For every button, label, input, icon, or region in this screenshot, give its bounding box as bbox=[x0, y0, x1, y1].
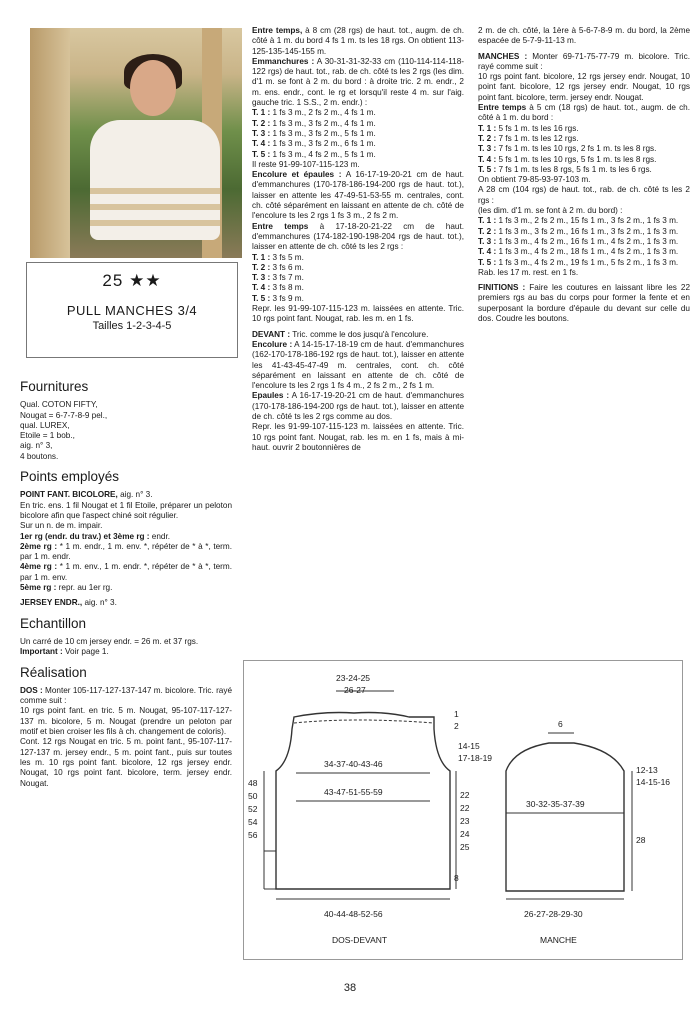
left-height-value: 56 bbox=[248, 830, 258, 840]
sleeve-height: 28 bbox=[636, 835, 646, 845]
instruction-paragraph: MANCHES : Monter 69-71-75-77-79 m. bicolore. Tric. rayé comme suit : 10 rgs point fant. bicolore, 12 rgs jersey endr. Nougat, 10 point fant. bicolore, 12 rgs jersey endr. Nougat, 10 rgs point fant. bicolore, term. jersey endr. Nougat. Entre temps à 5 cm (18 rgs) de haut. tot., augm. de ch. côté à 1 m. du bord : T. 1 : 5 fs 1 m. ts les 16 rgs. T. 2 : 7 fs 1 m. ts les 12 rgs. T. 3 : 7 fs 1 m. ts les 10 rgs, 2 fs 1 m. ts les 8 rgs. T. 4 : 5 fs 1 m. ts les 10 rgs, 5 fs 1 m. ts les 8 rgs. T. 5 : 7 fs 1 m. ts les 8 rgs, 5 fs 1 m. ts les 6 rgs. On obtient 79-85-93-97-103 m. A 28 cm (104 rgs) de haut. tot., rab. de ch. côté ts les 2 rgs : (les dim. d'1 m. se font à 2 m. du bord) : T. 1 : 1 fs 3 m., 2 fs 2 m., 15 fs 1 m., 3 fs 2 m., 1 fs 3 m. T. 2 : 1 fs 3 m., 3 fs 2 m., 16 fs 1 m., 3 fs 2 m., 1 fs 3 m. T. 3 : 1 fs 3 m., 4 fs 2 m., 16 fs 1 m., 4 fs 2 m., 1 fs 3 m. T. 4 : 1 fs 3 m., 4 fs 2 m., 18 fs 1 m., 4 fs 2 m., 1 fs 3 m. T. 5 : 1 fs 3 m., 4 fs 2 m., 19 fs 1 m., 5 fs 2 m., 1 fs 3 m. Rab. les 17 m. rest. en 1 fs. bbox=[478, 51, 690, 277]
pattern-sizes: Tailles 1-2-3-4-5 bbox=[92, 320, 172, 332]
right-height-value: 22 bbox=[460, 790, 470, 800]
body-neck-2: 2 bbox=[454, 721, 459, 731]
body-chest-upper: 34-37-40-43-46 bbox=[324, 759, 383, 769]
sleeve-width-upper: 30-32-35-37-39 bbox=[526, 799, 585, 809]
sleeve-caption: MANCHE bbox=[540, 935, 577, 945]
pattern-title: PULL MANCHES 3/4 bbox=[66, 303, 198, 318]
column-left bbox=[20, 372, 232, 794]
instruction-paragraph: DOS : Monter 105-117-127-137-147 m. bicolore. Tric. rayé comme suit : 10 rgs point fant. en tric. 5 m. Nougat, 95-107-117-127-137 m. bicolore, 5 m. Nougat (prendre un peloton par motif et bien croiser les fils à ch. changement de coloris). Cont. 12 rgs Nougat en tric. 5 m. point fant., 95-107-117-127-137 m. jersey endr., 5 m. point fant., puis sur toutes les m. 10 rgs point fant. bicolore, 12 rgs jersey endr. Nougat, 10 rgs point fant. bicolore, term. jersey endr. Nougat. bbox=[20, 685, 232, 788]
body-slit: 8 bbox=[454, 873, 459, 883]
left-height-value: 54 bbox=[248, 817, 258, 827]
model-photo bbox=[30, 28, 242, 258]
instruction-paragraph: Un carré de 10 cm jersey endr. = 26 m. et 37 rgs. Important : Voir page 1. bbox=[20, 636, 199, 657]
right-height-value: 25 bbox=[460, 842, 470, 852]
section-heading: Réalisation bbox=[20, 664, 87, 680]
instruction-paragraph: DEVANT : Tric. comme le dos jusqu'à l'encolure. Encolure : A 14-15-17-18-19 cm de haut. d'emmanchures (162-170-178-186-192 rgs de haut. tot.), laisser en attente les 41-43-45-47-49 m. centrales, cont. ch. côté séparément en laissant en attente de ch. côté de l'encolure ts les 2 rgs 1 fs 4 m., 2 fs 2 m., 2 fs 1 m. Epaules : A 16-17-19-20-21 cm de haut. d'emmanchures (170-178-186-194-200 rgs de haut. tot.), laisser en attente de ch. côté ts les 2 rgs comme au dos. Repr. les 91-99-107-115-123 m. laissées en attente. Tric. 10 rgs point fant. Nougat, rab. les m. en 1 fs, mais à mi-haut. ouvrir 2 boutonnières de bbox=[252, 329, 464, 452]
instruction-paragraph: POINT FANT. BICOLORE, aig. n° 3. En tric. ens. 1 fil Nougat et 1 fil Etoile, préparer un peloton bicolore afin que l'aspect chiné soit régulier. Sur un n. de m. impair. 1er rg (endr. du trav.) et 3ème rg : endr. 2ème rg : * 1 m. endr., 1 m. env. *, répéter de * à *, term. par 1 m. endr. 4ème rg : * 1 m. env., 1 m. endr. *, répéter de * à *, term. par 1 m. env. 5ème rg : repr. au 1er rg. bbox=[20, 490, 233, 593]
pattern-number: 25 bbox=[102, 271, 124, 290]
body-bottom-width: 40-44-48-52-56 bbox=[324, 909, 383, 919]
schematic-diagram bbox=[243, 660, 683, 960]
right-height-value: 22 bbox=[460, 803, 470, 813]
section-heading: Echantillon bbox=[20, 615, 87, 631]
sleeve-cap-a: 12-13 bbox=[636, 765, 658, 775]
instruction-paragraph: JERSEY ENDR., aig. n° 3. bbox=[20, 598, 117, 608]
column-middle bbox=[252, 26, 464, 458]
section-heading: Fournitures bbox=[20, 379, 89, 394]
body-right-heights bbox=[460, 789, 469, 854]
page-number: 38 bbox=[343, 982, 357, 994]
right-height-value: 23 bbox=[460, 816, 470, 826]
left-height-value: 52 bbox=[248, 804, 258, 814]
body-neck-1: 1 bbox=[454, 709, 459, 719]
section-heading: Points employés bbox=[20, 469, 120, 485]
body-left-heights bbox=[248, 777, 257, 842]
instruction-paragraph: 2 m. de ch. côté, la 1ère à 5-6-7-8-9 m. du bord, la 2ème espacée de 5-7-9-11-13 m. bbox=[478, 26, 690, 46]
left-height-value: 48 bbox=[248, 778, 258, 788]
instruction-paragraph: FINITIONS : Faire les coutures en laissant libre les 22 premiers rgs au bas du corps pour former la fente et en superposant la bordure d'épaule du devant sur celle du dos. Coudre les boutons. bbox=[478, 283, 690, 324]
right-height-value: 24 bbox=[460, 829, 470, 839]
instruction-paragraph: Qual. COTON FIFTY, Nougat = 6-7-7-8-9 pel., qual. LUREX, Etoile = 1 bob., aig. n° 3, 4 boutons. bbox=[20, 400, 108, 461]
sleeve-cap-b: 14-15-16 bbox=[636, 777, 671, 787]
instruction-paragraph: Entre temps, à 8 cm (28 rgs) de haut. tot., augm. de ch. côté à 1 m. du bord 4 fs 1 m. ts les 18 rgs. On obtient 113-125-135-145-155 m. Emmanchures : A 30-31-31-32-33 cm (110-114-114-118-122 rgs) de haut. tot., rab. de ch. côté ts les 2 rgs (les dim. d'1 m. se font à 2 m. du bord : à droite tric. 2 m. endr., 2 m. ens. endr., cont. le rg et lorsqu'il reste 4 m. sur l'aig. gauche tric. 1 S.S., 2 m. endr.) : T. 1 : 1 fs 3 m., 2 fs 2 m., 4 fs 1 m. T. 2 : 1 fs 3 m., 3 fs 2 m., 4 fs 1 m. T. 3 : 1 fs 3 m., 3 fs 2 m., 5 fs 1 m. T. 4 : 1 fs 3 m., 3 fs 2 m., 6 fs 1 m. T. 5 : 1 fs 3 m., 4 fs 2 m., 5 fs 1 m. Il reste 91-99-107-115-123 m. Encolure et épaules : A 16-17-19-20-21 cm de haut. d'emmanchures (170-178-186-194-200 rgs de haut. tot.), laisser en attente les 47-49-51-53-55 m. centrales, cont. ch. côté séparément en laissant en attente de ch. côté de l'encolure ts les 2 rgs 1 fs 3 m., 2 fs 2 m. Entre temps à 17-18-20-21-22 cm de haut. d'emmanchures (174-182-190-198-204 rgs de haut. tot.), laisser en attente de ch. côté ts les 2 rgs : T. 1 : 3 fs 5 m. T. 2 : 3 fs 6 m. T. 3 : 3 fs 7 m. T. 4 : 3 fs 8 m. T. 5 : 3 fs 9 m. Repr. les 91-99-107-115-123 m. laissées en attente. Tric. 10 rgs point fant. Nougat, rab. les m. en 1 fs. bbox=[252, 26, 464, 324]
sleeve-top-width: 6 bbox=[558, 719, 563, 729]
body-chest-lower: 43-47-51-55-59 bbox=[324, 787, 383, 797]
body-armhole-a: 14-15 bbox=[458, 741, 480, 751]
body-armhole-b: 17-18-19 bbox=[458, 753, 493, 763]
column-right bbox=[478, 26, 690, 329]
difficulty-stars: ★★ bbox=[129, 271, 162, 290]
pattern-card bbox=[26, 262, 238, 358]
body-caption: DOS-DEVANT bbox=[332, 935, 388, 945]
body-top-width-b: 26-27 bbox=[344, 685, 366, 695]
body-top-width-a: 23-24-25 bbox=[336, 673, 371, 683]
sleeve-bottom-width: 26-27-28-29-30 bbox=[524, 909, 583, 919]
left-height-value: 50 bbox=[248, 791, 258, 801]
